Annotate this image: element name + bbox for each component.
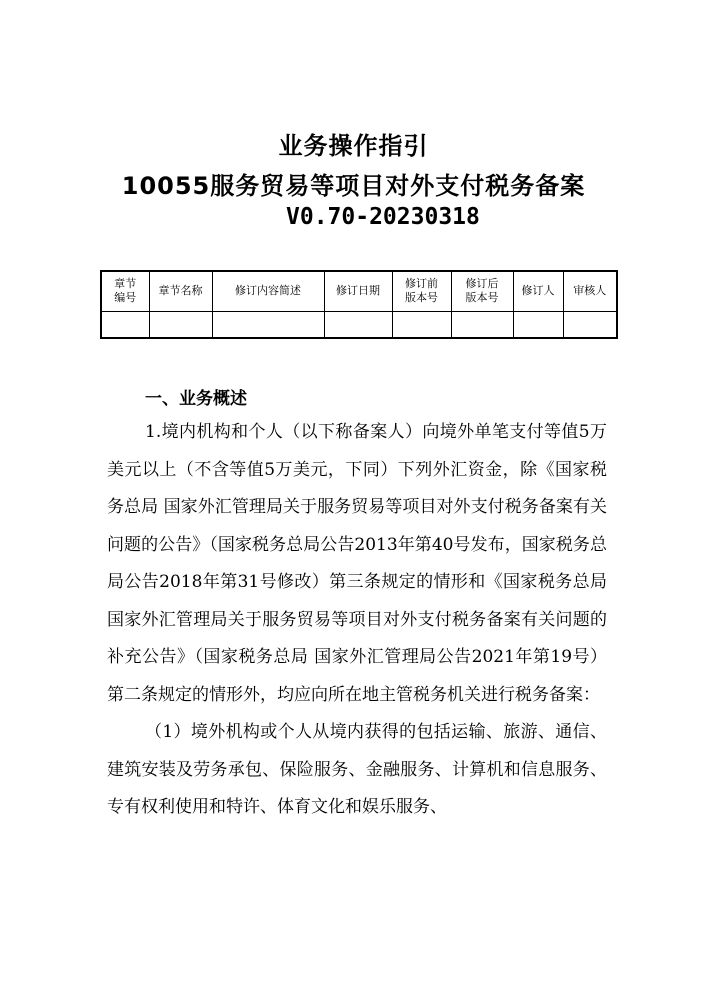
doc-subtitle: 10055服务贸易等项目对外支付税务备案	[121, 172, 586, 200]
table-cell	[563, 311, 617, 338]
col-revision-summary-label: 修订内容简述	[235, 284, 301, 298]
table-cell	[212, 311, 324, 338]
col-chapter-name-label: 章节名称	[158, 284, 203, 298]
col-revision-summary	[212, 271, 324, 311]
doc-version: V0.70-20230318	[286, 204, 480, 230]
paragraph: （1）境外机构或个人从境内获得的包括运输、旅游、通信、建筑安装及劳务承包、保险服务、金融服务、计算机和信息服务、专有权利使用和特许、体育文化和娱乐服务、	[107, 722, 607, 817]
col-chapter-no	[101, 271, 149, 311]
col-version-after	[451, 271, 513, 311]
col-approver	[563, 271, 617, 311]
section-body	[107, 414, 607, 827]
table-cell	[149, 311, 212, 338]
col-revision-date-label: 修订日期	[336, 284, 380, 298]
paragraph: 1.境内机构和个人（以下称备案人）向境外单笔支付等值5万美元以上（不含等值5万美元，下同）下列外汇资金，除《国家税务总局 国家外汇管理局关于服务贸易等项目对外支付税务备案有关问题的公告》（国家税务总局公告2013年第40号发布，国家税务总局公告2018年第31号修改）第三条规定的情形和《国家税务总局 国家外汇管理局关于服务贸易等项目对外支付税务备案有关问题的补充公告》（国家税务总局 国家外汇管理局公告2021年第19号）第二条规定的情形外，均应向所在地主管税务机关进行税务备案：	[107, 422, 607, 705]
col-chapter-no-label: 章节 编号	[114, 277, 137, 305]
col-revision-date	[324, 271, 392, 311]
table-row	[101, 311, 617, 338]
col-version-before-label: 修订前 版本号	[405, 277, 438, 305]
revision-table-header	[101, 271, 617, 311]
col-reviser-label: 修订人	[521, 284, 555, 298]
revision-table	[100, 270, 618, 339]
col-reviser	[513, 271, 563, 311]
col-version-before	[392, 271, 451, 311]
table-cell	[392, 311, 451, 338]
doc-title: 业务操作指引	[278, 132, 429, 160]
table-cell	[513, 311, 563, 338]
col-version-after-label: 修订后 版本号	[465, 277, 499, 305]
col-chapter-name	[149, 271, 212, 311]
table-cell	[101, 311, 149, 338]
table-cell	[324, 311, 392, 338]
col-approver-label: 审核人	[573, 284, 607, 298]
section-heading: 一、业务概述	[145, 389, 247, 409]
table-cell	[451, 311, 513, 338]
